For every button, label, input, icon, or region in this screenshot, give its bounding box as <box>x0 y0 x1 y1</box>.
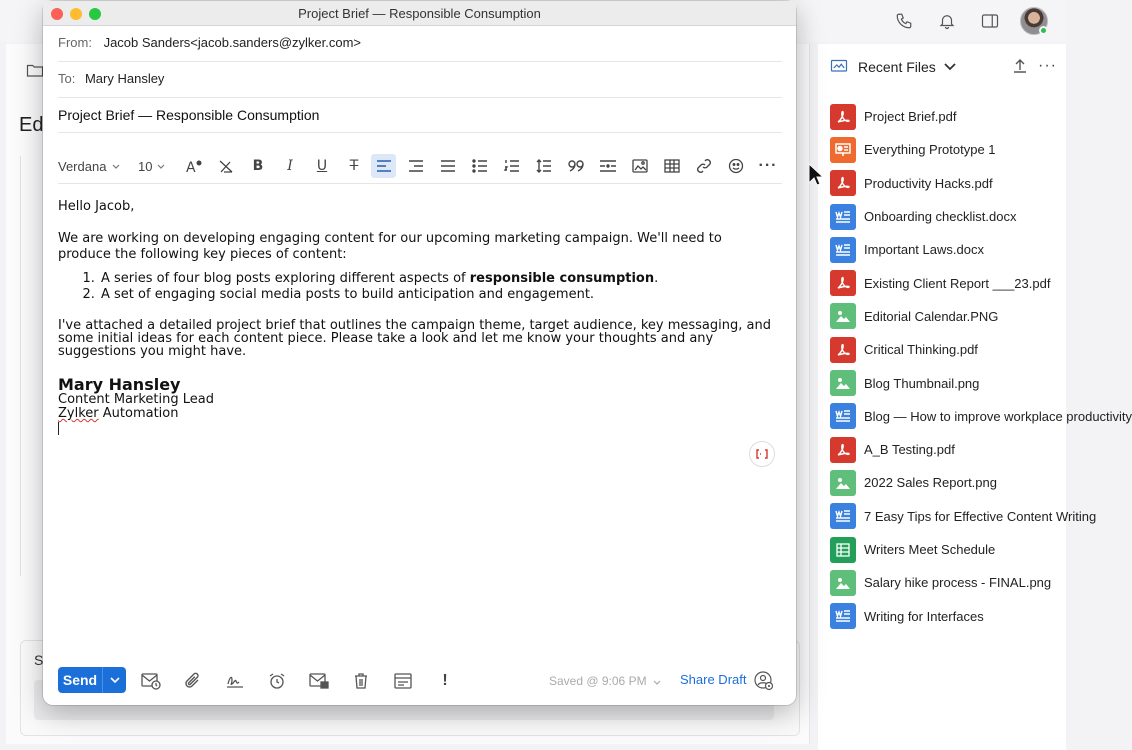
compose-window <box>43 1 796 705</box>
more-formatting-icon[interactable]: ··· <box>758 157 778 174</box>
online-status-dot <box>1039 26 1048 35</box>
background-section-label: S <box>34 652 44 668</box>
file-name: Writing for Interfaces <box>864 608 984 624</box>
file-item[interactable] <box>830 466 1066 499</box>
send-button[interactable] <box>58 667 126 693</box>
content-list <box>99 271 778 303</box>
file-item[interactable] <box>830 366 1066 399</box>
file-name: 2022 Sales Report.png <box>864 475 997 491</box>
doc-file-icon <box>830 204 856 230</box>
pdf-file-icon <box>830 170 856 196</box>
align-left-icon[interactable] <box>371 154 396 178</box>
text-cursor <box>58 422 59 435</box>
chevron-down-icon <box>944 58 956 76</box>
file-name: 7 Easy Tips for Effective Content Writing <box>864 508 1097 524</box>
file-item[interactable] <box>830 533 1066 566</box>
from-label: From: <box>58 35 92 50</box>
phone-icon[interactable] <box>893 10 915 32</box>
insert-link-icon[interactable] <box>692 154 716 178</box>
subject-field[interactable]: Project Brief — Responsible Consumption <box>58 107 320 123</box>
from-row[interactable] <box>58 26 782 62</box>
file-item[interactable] <box>830 233 1066 266</box>
file-name: A_B Testing.pdf <box>864 442 955 458</box>
list-item-text: A series of four blog posts exploring different aspects of <box>101 271 470 286</box>
file-name: Project Brief.pdf <box>864 109 957 125</box>
file-name: Everything Prototype 1 <box>864 142 996 158</box>
file-item[interactable] <box>830 400 1132 433</box>
secure-mail-icon[interactable] <box>308 670 330 692</box>
signature-title: Content Marketing Lead <box>58 392 214 407</box>
file-name: Blog — How to improve workplace productivity <box>864 408 1132 424</box>
doc-file-icon <box>830 237 856 263</box>
send-later-icon[interactable] <box>140 670 162 692</box>
subject-row[interactable] <box>58 98 782 133</box>
signature-company <box>58 407 778 421</box>
file-item[interactable] <box>830 167 1066 200</box>
list-item-suffix: . <box>654 271 659 286</box>
recent-files-list <box>830 100 1132 633</box>
mouse-cursor-icon <box>808 163 824 192</box>
horizontal-rule-icon[interactable] <box>596 154 620 178</box>
intro-paragraph: We are working on developing engaging content for our upcoming marketing campaign. We'll need to produce the following key pieces of content: <box>58 231 722 262</box>
svg-text:A: A <box>186 160 196 176</box>
template-icon[interactable] <box>392 670 414 692</box>
file-name: Critical Thinking.pdf <box>864 342 978 358</box>
file-name: Onboarding checklist.docx <box>864 209 1017 225</box>
doc-file-icon <box>830 403 856 429</box>
insert-image-icon[interactable] <box>628 154 652 178</box>
to-row[interactable] <box>58 62 782 98</box>
chevron-down-icon <box>112 164 120 169</box>
file-item[interactable] <box>830 566 1066 599</box>
list-item: 2. A set of engaging social media posts to build anticipation and engagement. <box>99 287 778 303</box>
to-recipient[interactable]: Mary Hansley <box>84 71 165 86</box>
format-painter-icon[interactable] <box>749 441 775 467</box>
list-item <box>99 271 778 287</box>
saved-status[interactable] <box>549 674 661 688</box>
attachment-icon[interactable] <box>182 670 204 692</box>
file-name: Blog Thumbnail.png <box>864 375 980 391</box>
from-value[interactable]: Jacob Sanders<jacob.sanders@zylker.com> <box>103 35 362 50</box>
recent-files-title: Recent Files <box>858 59 936 75</box>
line-spacing-icon[interactable] <box>532 154 556 178</box>
pdf-file-icon <box>830 104 856 130</box>
file-item[interactable] <box>830 599 1066 632</box>
closing-paragraph: I've attached a detailed project brief that outlines the campaign theme, target audience, key messaging, and some initial ideas for each content piece. Please take a look and let me know your thoughts and any suggestions you might have. <box>58 318 771 359</box>
file-name: Writers Meet Schedule <box>864 542 996 557</box>
recent-files-panel <box>818 44 1132 750</box>
insert-table-icon[interactable] <box>660 154 684 178</box>
emoji-icon[interactable] <box>724 154 748 178</box>
share-draft-link[interactable]: Share Draft <box>680 672 747 687</box>
image-file-icon <box>830 303 856 329</box>
misspelled-word: Zylker <box>58 406 99 421</box>
doc-file-icon <box>830 603 856 629</box>
greeting-text: Hello Jacob, <box>58 199 135 214</box>
recent-files-icon <box>830 57 848 78</box>
quote-icon[interactable] <box>564 154 588 178</box>
window-title: Project Brief — Responsible Consumption <box>298 6 541 21</box>
priority-icon[interactable]: ! <box>442 672 448 689</box>
sidebar-toggle-icon[interactable] <box>979 10 1001 32</box>
numbered-list-icon[interactable] <box>500 154 524 178</box>
underline-icon[interactable]: U <box>316 158 328 174</box>
image-file-icon <box>830 370 856 396</box>
font-family-value: Verdana <box>58 158 107 174</box>
file-name: Productivity Hacks.pdf <box>864 175 993 191</box>
background-card-edge <box>20 156 42 576</box>
align-justify-icon[interactable] <box>436 154 460 178</box>
file-item[interactable] <box>830 433 1066 466</box>
file-item[interactable] <box>830 300 1066 333</box>
collaborators-icon[interactable] <box>753 670 775 692</box>
image-file-icon <box>830 570 856 596</box>
font-family-select[interactable] <box>58 154 128 178</box>
reminder-alarm-icon[interactable] <box>266 670 288 692</box>
upload-icon[interactable] <box>1012 58 1028 79</box>
list-item-emphasis: responsible consumption <box>469 271 655 286</box>
formatting-toolbar <box>58 150 782 184</box>
text-color-icon[interactable] <box>182 154 206 178</box>
file-item[interactable] <box>830 100 1066 133</box>
signature-icon[interactable] <box>224 670 246 692</box>
file-name: Editorial Calendar.PNG <box>864 308 999 324</box>
slides-file-icon <box>830 137 856 163</box>
image-file-icon <box>830 470 856 496</box>
file-name: Existing Client Report ___23.pdf <box>864 275 1051 291</box>
file-item[interactable] <box>830 500 1097 533</box>
clear-format-icon[interactable] <box>214 154 238 178</box>
more-options-icon[interactable]: ··· <box>1038 57 1057 74</box>
chevron-down-icon <box>653 680 661 685</box>
italic-icon[interactable]: I <box>287 158 293 174</box>
send-options-chevron-icon[interactable] <box>103 677 126 683</box>
file-name: Important Laws.docx <box>864 242 984 258</box>
sheet-file-icon <box>830 537 856 563</box>
bullet-list-icon[interactable] <box>468 154 492 178</box>
strikethrough-icon[interactable]: T <box>349 158 359 174</box>
background-heading: Ed <box>19 114 44 136</box>
file-item[interactable] <box>830 333 1066 366</box>
message-body[interactable] <box>58 199 778 435</box>
pdf-file-icon <box>830 270 856 296</box>
signature-company-rest: Automation <box>98 406 179 421</box>
chevron-down-icon <box>157 164 165 169</box>
bold-icon[interactable]: B <box>252 158 264 174</box>
send-label: Send <box>62 672 98 688</box>
to-label: To: <box>58 71 76 86</box>
font-size-select[interactable] <box>138 154 172 178</box>
file-item[interactable] <box>830 200 1066 233</box>
pdf-file-icon <box>830 437 856 463</box>
font-size-value: 10 <box>138 158 153 174</box>
window-title-bar <box>43 1 796 26</box>
file-name: Salary hike process - FINAL.png <box>864 575 1052 591</box>
saved-status-text: Saved @ 9:06 PM <box>549 674 647 688</box>
bell-icon[interactable] <box>936 10 958 32</box>
file-item[interactable] <box>830 133 1066 166</box>
file-item[interactable] <box>830 266 1066 299</box>
folder-icon <box>26 62 44 83</box>
delete-draft-icon[interactable] <box>350 670 372 692</box>
pdf-file-icon <box>830 337 856 363</box>
doc-file-icon <box>830 503 856 529</box>
signature-name: Mary Hansley <box>58 375 181 394</box>
align-right-icon[interactable] <box>404 154 428 178</box>
